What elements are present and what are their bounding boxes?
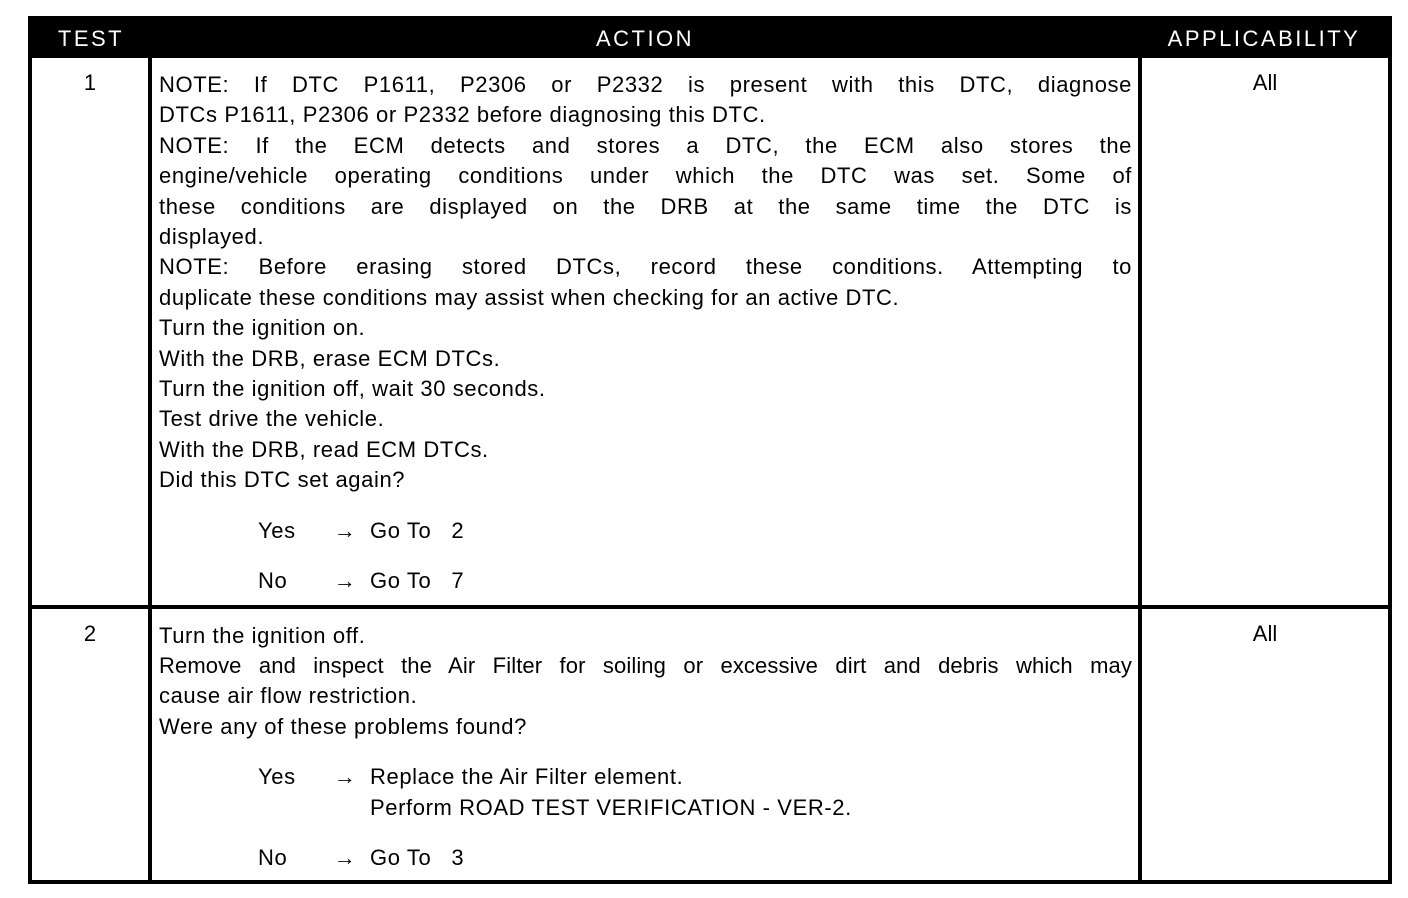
- header-applicability: APPLICABILITY: [1140, 20, 1388, 58]
- response-yes: [159, 516, 1132, 546]
- action-line: NOTE: If DTC P1611, P2306 or P2332 is present with this DTC, diagnose: [159, 72, 1132, 97]
- response-label: No: [258, 844, 288, 870]
- test-number: 1: [32, 58, 150, 607]
- response-target-line: Go To 2: [370, 517, 465, 543]
- action-cell: [150, 607, 1140, 882]
- response-target-line: Replace the Air Filter element.: [370, 764, 684, 790]
- action-line: displayed.: [159, 224, 265, 250]
- response-target-line: Perform ROAD TEST VERIFICATION - VER-2.: [370, 794, 852, 820]
- response-no: [159, 566, 1132, 596]
- arrow-right-icon: →: [333, 844, 357, 870]
- action-line: Turn the ignition on.: [159, 315, 366, 341]
- action-line: With the DRB, read ECM DTCs.: [159, 436, 489, 462]
- response-target-line: Go To 3: [370, 844, 465, 870]
- response-label: Yes: [258, 517, 296, 543]
- table-header-row: [32, 20, 1388, 58]
- arrow-right-icon: →: [333, 517, 357, 543]
- response-label: No: [258, 568, 288, 594]
- action-line: NOTE: Before erasing stored DTCs, record these conditions. Attempting to: [159, 254, 1132, 280]
- arrow-right-icon: →: [333, 568, 357, 594]
- response-target-line: Go To 7: [370, 568, 465, 594]
- action-line: Turn the ignition off, wait 30 seconds.: [159, 376, 546, 402]
- header-test: TEST: [32, 20, 150, 58]
- action-line: duplicate these conditions may assist when checking for an active DTC.: [159, 284, 900, 310]
- arrow-right-icon: →: [333, 764, 357, 790]
- response-target: [370, 516, 464, 546]
- response-target: [370, 843, 464, 873]
- response-target: [370, 566, 464, 596]
- action-cell: [150, 58, 1140, 607]
- applicability-value: All: [1140, 607, 1388, 882]
- action-line: these conditions are displayed on the DRB at the same time the DTC is: [159, 193, 1132, 219]
- table-row: [32, 58, 1388, 607]
- action-line: Turn the ignition off.: [159, 622, 366, 648]
- table-row: [32, 607, 1388, 882]
- action-line: cause air flow restriction.: [159, 683, 418, 709]
- action-line: Remove and inspect the Air Filter for soiling or excessive dirt and debris which may: [159, 652, 1132, 678]
- response-label: Yes: [258, 764, 296, 790]
- action-line: Were any of these problems found?: [159, 713, 527, 739]
- response-yes: [159, 762, 1132, 823]
- diagnostic-table: [28, 16, 1392, 884]
- action-line: NOTE: If the ECM detects and stores a DTC, the ECM also stores the: [159, 132, 1132, 158]
- action-line: DTCs P1611, P2306 or P2332 before diagnosing this DTC.: [159, 102, 766, 128]
- action-line: Did this DTC set again?: [159, 467, 406, 493]
- response-target: [370, 762, 852, 823]
- applicability-value: All: [1252, 70, 1278, 95]
- header-action: ACTION: [150, 20, 1140, 58]
- action-line: engine/vehicle operating conditions under which the DTC was set. Some of: [159, 163, 1132, 189]
- test-number: 2: [32, 607, 150, 882]
- action-line: Test drive the vehicle.: [159, 406, 385, 432]
- action-line: With the DRB, erase ECM DTCs.: [159, 345, 501, 371]
- response-no: [159, 843, 1132, 873]
